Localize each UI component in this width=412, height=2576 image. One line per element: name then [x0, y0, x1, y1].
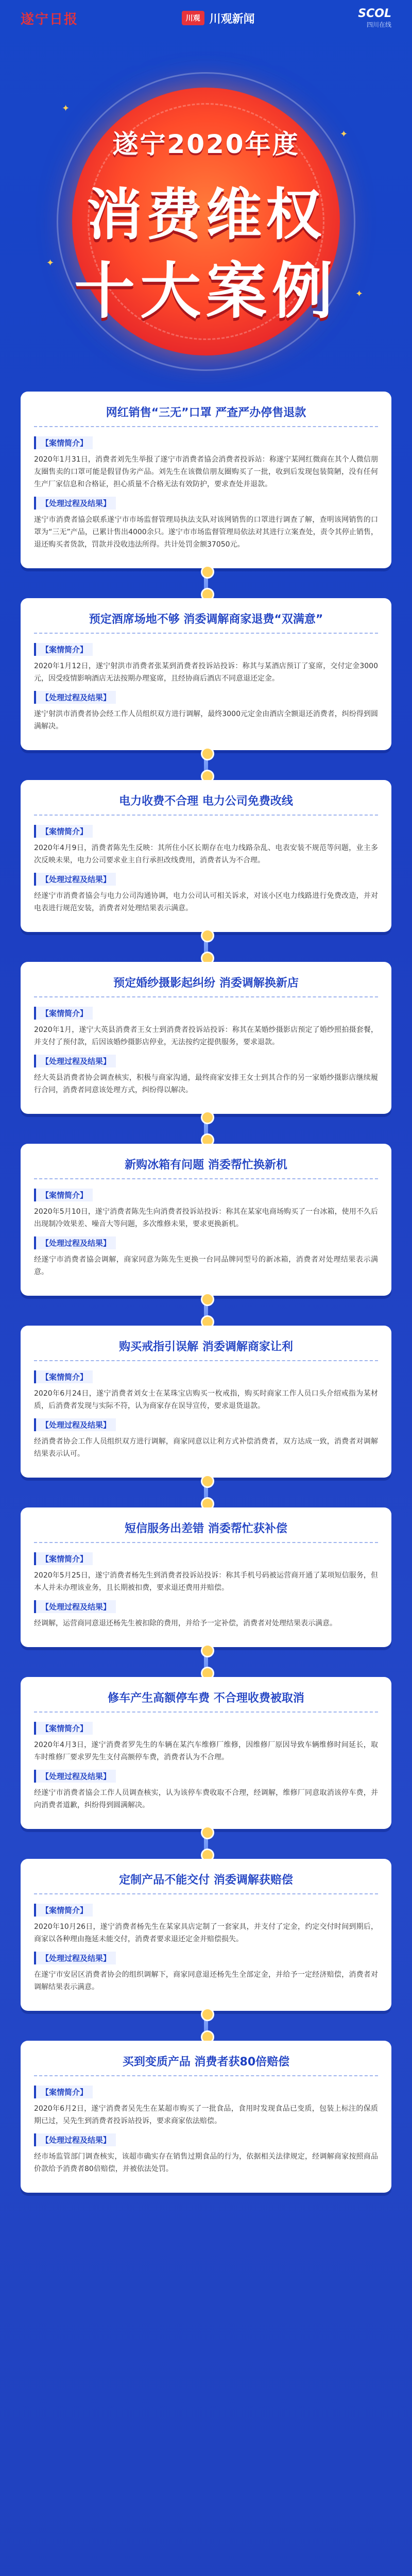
case-card: [21, 1677, 391, 1829]
scol-text: SCOL: [358, 7, 391, 20]
case-title: 买到变质产品 消费者获80倍赔偿: [34, 2053, 378, 2076]
sparkle-icon: ✦: [62, 103, 70, 114]
case-intro-label: 【案情简介】: [34, 1370, 93, 1383]
case-result-text: 经遂宁市消费者協会工作人员调查核实，认为该停车费收取不合理，经调解，维修厂同意取消该停车费，并向消费者道歉，纠纷得到圆满解决。: [34, 1789, 378, 1809]
case-card: [21, 1144, 391, 1296]
case-result-label: 【处理过程及结果】: [34, 2133, 116, 2146]
chuanguan-text: 川观新闻: [209, 12, 255, 26]
case-title: 定制产品不能交付 消委调解获赔偿: [34, 1871, 378, 1894]
case-result-label: 【处理过程及结果】: [34, 1055, 116, 1067]
case-intro-text: 2020年4月9日，消费者陈先生反映：其所住小区长期存在电力线路杂乱、电表安装不规范等问题，业主多次反映未果，电力公司要求业主自行承担改线费用，消费者认为不合理。: [34, 844, 378, 865]
case-list: [21, 392, 391, 2223]
case-intro-label: 【案情简介】: [34, 1722, 93, 1735]
card-connector: [204, 568, 208, 598]
case-result-label: 【处理过程及结果】: [34, 497, 116, 510]
case-intro-text: 2020年1月31日，消费者刘先生举报了遂宁市消费者協会消费者投诉站：称遂宁某网红微商在其个人微信朋友圈售卖的口罩可能是假冒伪劣产品。刘先生在该微信朋友圈购买了一批，收到后发现包装简陋，没有任何生产厂家信息和合格证，担心质量不合格无法有效防护，要求查处并退款。: [34, 455, 378, 488]
hero-subtitle: 遂宁2020年度: [112, 129, 300, 159]
case-title: 预定婚纱摄影起纠纷 消委调解换新店: [34, 974, 378, 997]
case-intro-label: 【案情简介】: [34, 1904, 93, 1917]
card-connector: [204, 1478, 208, 1507]
scol-logo: [358, 7, 391, 29]
chuanguan-badge: 川观: [182, 11, 204, 25]
hero-title-line1: 消费维权: [86, 183, 325, 247]
card-connector: [204, 750, 208, 780]
case-title: 预定酒席场地不够 消委调解商家退费“双满意”: [34, 611, 378, 634]
case-card: [21, 780, 391, 932]
case-card: [21, 2041, 391, 2193]
hero-banner: [0, 41, 412, 371]
card-connector: [204, 1114, 208, 1144]
case-intro-label: 【案情简介】: [34, 1189, 93, 1201]
case-result-text: 遂宁射洪市消费者协会经工作人员组织双方进行调解，最终3000元定金由酒店全额退还消费者，纠纷得到圆满解决。: [34, 710, 378, 731]
chuanguan-logo: [182, 10, 255, 26]
case-result-text: 经消费者协会工作人员组织双方进行调解，商家同意以让利方式补偿消费者，双方达成一致，消费者对调解结果表示认可。: [34, 1437, 378, 1458]
card-connector: [204, 1829, 208, 1859]
case-intro-label: 【案情简介】: [34, 1552, 93, 1565]
case-result-label: 【处理过程及结果】: [34, 1600, 116, 1613]
case-title: 购买戒指引误解 消委调解商家让利: [34, 1338, 378, 1361]
case-intro-text: 2020年1月，遂宁大英县消费者王女士到消费者投诉站投诉：称其在某婚纱摄影店预定了婚纱照拍摄套餐，并支付了预付款，后因该婚纱摄影店停业，无法按约定提供服务，要求退款。: [34, 1026, 378, 1046]
card-connector: [204, 932, 208, 962]
case-title: 短信服务出差错 消委帮忙获补偿: [34, 1520, 378, 1543]
case-intro-label: 【案情简介】: [34, 2086, 93, 2098]
top-logo-bar: [0, 0, 412, 36]
case-result-label: 【处理过程及结果】: [34, 1952, 116, 1964]
card-connector: [204, 1296, 208, 1326]
case-card: [21, 392, 391, 568]
case-result-text: 遂宁市消费者協会联系遂宁市市场监督管理局执法支队对该网销售的口罩进行调查了解，查明该网销售的口罩为“三无”产品，已累计售出4000余只。遂宁市市场监督管理局依法对其进行立案查处，责令其停止销售，退还购买者货款，罚款并没收违法所得。共计处罚金额37050元。: [34, 516, 378, 549]
case-result-label: 【处理过程及结果】: [34, 1418, 116, 1431]
scol-subtext: 四川在线: [366, 21, 391, 28]
sparkle-icon: ✦: [355, 289, 364, 299]
case-card: [21, 1507, 391, 1647]
case-title: 网红销售“三无”口罩 严查严办停售退款: [34, 404, 378, 427]
case-result-label: 【处理过程及结果】: [34, 691, 116, 704]
case-intro-label: 【案情简介】: [34, 825, 93, 838]
case-result-text: 在遂宁市安居区消费者协会的组织调解下，商家同意退还杨先生全部定金，并给予一定经济赔偿，消费者对调解结果表示满意。: [34, 1971, 378, 1991]
case-card: [21, 1326, 391, 1478]
sparkle-icon: ✦: [340, 129, 348, 140]
case-title: 新购冰箱有问题 消委帮忙换新机: [34, 1156, 378, 1179]
case-result-text: 经大英县消费者协会调查核实，积极与商家沟通，最终商家安排王女士到其合作的另一家婚纱摄影店继续履行合同，消费者同意该处理方式，纠纷得以解决。: [34, 1074, 378, 1094]
case-result-label: 【处理过程及结果】: [34, 1770, 116, 1783]
case-result-text: 经遂宁市消费者協会调解，商家同意为陈先生更换一台同品牌同型号的新冰箱，消费者对处理结果表示满意。: [34, 1256, 378, 1276]
sparkle-icon: ✦: [46, 258, 55, 268]
case-result-text: 经调解，运营商同意退还杨先生被扣除的费用，并给予一定补偿，消费者对处理结果表示满意。: [34, 1619, 337, 1628]
case-intro-label: 【案情简介】: [34, 643, 93, 656]
case-result-label: 【处理过程及结果】: [34, 873, 116, 886]
case-intro-label: 【案情简介】: [34, 1007, 93, 1020]
case-result-text: 经遂宁市消费者協会与电力公司沟通协调，电力公司认可相关诉求，对该小区电力线路进行免费改造，并对电表进行规范安装，消费者对处理结果表示满意。: [34, 892, 378, 912]
case-intro-text: 2020年5月25日，遂宁消费者杨先生到消费者投诉站投诉：称其手机号码被运营商开通了某项短信服务，但本人并未办理该业务，且长期被扣费，要求退还费用并赔偿。: [34, 1571, 378, 1592]
case-result-text: 经市场监管部门调查核实，该超市确实存在销售过期食品的行为，依据相关法律规定，经调解商家按照商品价款给予消费者80倍赔偿，并被依法处罚。: [34, 2153, 378, 2173]
suining-daily-logo: 遂宁日报: [21, 11, 79, 27]
case-card: [21, 598, 391, 750]
case-title: 电力收费不合理 电力公司免费改线: [34, 792, 378, 816]
case-intro-text: 2020年5月10日，遂宁消费者陈先生向消费者投诉站投诉：称其在某家电商场购买了一台冰箱，使用不久后出现制冷效果差、噪音大等问题，多次维修未果，要求更换新机。: [34, 1208, 378, 1228]
case-result-label: 【处理过程及结果】: [34, 1236, 116, 1249]
case-intro-text: 2020年10月26日，遂宁消费者杨先生在某家具店定制了一套家具，并支付了定金，约定交付时间到期后，商家以各种理由拖延未能交付，消费者要求退还定金并赔偿损失。: [34, 1923, 378, 1943]
card-connector: [204, 1647, 208, 1677]
hero-title-line2: 十大案例: [74, 256, 338, 327]
case-intro-label: 【案情简介】: [34, 436, 93, 449]
case-card: [21, 1859, 391, 2011]
case-intro-text: 2020年4月3日，遂宁消费者罗先生的车辆在某汽车维修厂维修，因维修厂原因导致车辆维修时间延长，取车时维修厂要求罗先生支付高额停车费，消费者认为不合理。: [34, 1741, 378, 1761]
case-intro-text: 2020年6月24日，遂宁消费者刘女士在某珠宝店购买一枚戒指，购买时商家工作人员口头介绍戒指为某材质，后消费者发现与实际不符，认为商家存在误导宣传，要求退货退款。: [34, 1389, 378, 1410]
case-intro-text: 2020年6月2日，遂宁消费者吴先生在某超市购买了一批食品，食用时发现食品已变质，包装上标注的保质期已过，吴先生到消费者投诉站投诉，要求商家依法赔偿。: [34, 2105, 378, 2125]
case-title: 修车产生高额停车费 不合理收费被取消: [34, 1689, 378, 1713]
card-connector: [204, 2011, 208, 2041]
case-card: [21, 962, 391, 1114]
case-intro-text: 2020年1月12日，遂宁射洪市消费者张某到消费者投诉站投诉：称其与某酒店预订了宴席，交付定金3000元，因受疫情影响酒店无法按期办理宴席，且经协商后酒店不同意退还定金。: [34, 662, 378, 683]
